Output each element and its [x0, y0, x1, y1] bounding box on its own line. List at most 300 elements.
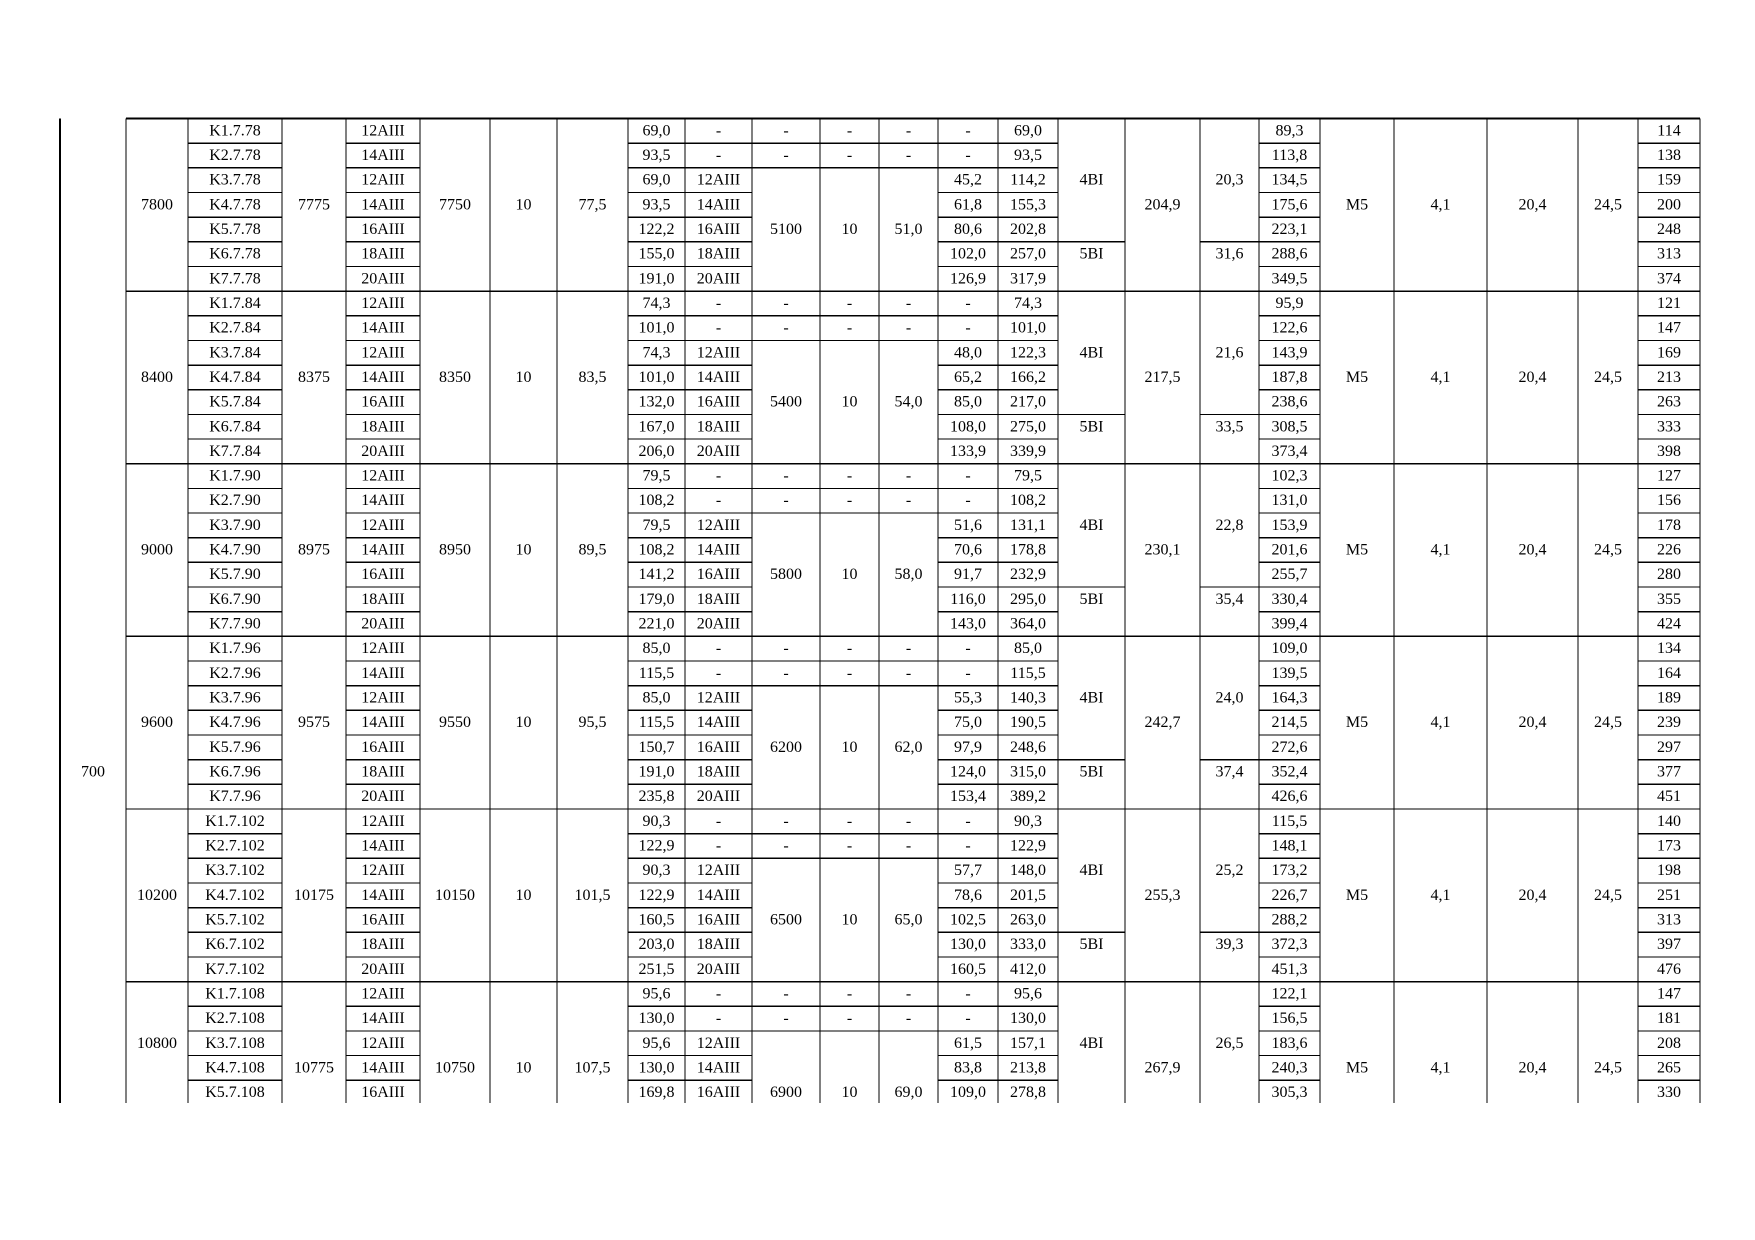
- mass-total-cell: 131,1: [1010, 516, 1046, 534]
- last-cell: 208: [1657, 1034, 1681, 1052]
- steel-2-cell: 12AIII: [696, 862, 741, 880]
- mark-cell: K5.7.78: [209, 220, 261, 238]
- total-cell: 288,6: [1271, 245, 1308, 263]
- dash-cell: -: [783, 492, 789, 510]
- steel-1-cell: 14AIII: [361, 1010, 405, 1028]
- steel-1-cell: 16AIII: [361, 393, 405, 411]
- last-cell: 313: [1657, 911, 1681, 929]
- total-cell: 102,3: [1271, 467, 1308, 485]
- r1-cell: 21,6: [1215, 344, 1244, 362]
- steel-1-cell: 12AIII: [361, 122, 405, 140]
- dash-cell: -: [783, 319, 789, 337]
- steel-2-cell: 18AIII: [696, 763, 741, 781]
- count-2-cell: 10: [841, 738, 858, 756]
- mass-2-cell: 80,6: [954, 220, 982, 238]
- length-2-cell: 7750: [439, 196, 471, 214]
- count-2-cell: 10: [841, 911, 858, 929]
- length-1-cell: 8375: [298, 368, 330, 386]
- total-cell: 272,6: [1271, 738, 1308, 756]
- grade-cell: M5: [1345, 886, 1369, 904]
- steel-2-cell: -: [715, 812, 722, 830]
- r1-cell: 26,5: [1215, 1034, 1244, 1052]
- value-1-cell: 89,5: [578, 541, 607, 559]
- dash-cell: -: [905, 492, 912, 510]
- mass-1-cell: 108,2: [638, 492, 675, 510]
- count-cell: 10: [515, 368, 532, 386]
- steel-2-cell: 20AIII: [696, 788, 741, 806]
- diameter-cell: 700: [81, 763, 105, 781]
- value-2-cell: 54,0: [894, 393, 923, 411]
- last-cell: 374: [1657, 270, 1681, 288]
- mass-total-cell: 79,5: [1014, 467, 1042, 485]
- steel-1-cell: 20AIII: [361, 442, 405, 460]
- mass-total-cell: 275,0: [1010, 418, 1046, 436]
- steel-1-cell: 18AIII: [361, 763, 405, 781]
- dash-cell: -: [783, 812, 789, 830]
- steel-1-cell: 14AIII: [361, 541, 405, 559]
- mass-total-cell: 122,9: [1010, 837, 1046, 855]
- steel-1-cell: 12AIII: [361, 516, 405, 534]
- count-2-cell: 10: [841, 566, 858, 584]
- mass-total-cell: 148,0: [1010, 862, 1046, 880]
- steel-2-cell: -: [715, 985, 722, 1003]
- mass-1-cell: 74,3: [642, 344, 671, 362]
- length-3-cell: 6200: [770, 738, 802, 756]
- mass-1-cell: 108,2: [638, 541, 675, 559]
- mass-total-cell: 217,0: [1010, 393, 1046, 411]
- mass-total-cell: 166,2: [1010, 368, 1046, 386]
- last-cell: 164: [1657, 664, 1681, 682]
- count-2-cell: 10: [841, 220, 858, 238]
- last-cell: 159: [1657, 171, 1681, 189]
- steel-2-cell: -: [715, 837, 722, 855]
- mass-1-cell: 101,0: [638, 368, 675, 386]
- mass-2-cell: 61,8: [954, 196, 982, 214]
- dash-cell: -: [905, 985, 912, 1003]
- mark-cell: K2.7.90: [209, 492, 261, 510]
- mass-total-cell: 333,0: [1010, 936, 1046, 954]
- bar-class-cell: 5BI: [1079, 763, 1104, 781]
- mass-1-cell: 167,0: [638, 418, 675, 436]
- length-1-cell: 10775: [294, 1059, 334, 1077]
- bar-class-cell: 5BI: [1079, 245, 1104, 263]
- dash-cell: -: [846, 294, 853, 312]
- mass-2-cell: -: [965, 492, 971, 510]
- dash-cell: -: [905, 294, 912, 312]
- steel-2-cell: 16AIII: [696, 1084, 741, 1102]
- mark-cell: K3.7.84: [209, 344, 261, 362]
- mass-1-cell: 122,2: [638, 220, 675, 238]
- last-cell: 397: [1657, 936, 1681, 954]
- mass-2-cell: 130,0: [950, 936, 986, 954]
- length-3-cell: 6500: [770, 911, 802, 929]
- steel-1-cell: 14AIII: [361, 1059, 405, 1077]
- steel-2-cell: 12AIII: [696, 689, 741, 707]
- b-value-cell: 242,7: [1144, 714, 1181, 732]
- mass-2-cell: 45,2: [954, 171, 982, 189]
- steel-1-cell: 14AIII: [361, 664, 405, 682]
- steel-1-cell: 12AIII: [361, 467, 405, 485]
- mark-cell: K6.7.102: [205, 936, 265, 954]
- dash-cell: -: [846, 122, 853, 140]
- total-cell: 148,1: [1271, 837, 1308, 855]
- mass-1-cell: 132,0: [638, 393, 675, 411]
- steel-1-cell: 18AIII: [361, 245, 405, 263]
- steel-1-cell: 14AIII: [361, 714, 405, 732]
- dash-cell: -: [783, 146, 789, 164]
- total-cell: 372,3: [1271, 936, 1308, 954]
- c3-cell: 24,5: [1594, 368, 1622, 386]
- mark-cell: K1.7.84: [209, 294, 261, 312]
- mark-cell: K7.7.96: [209, 788, 261, 806]
- total-cell: 95,9: [1275, 294, 1304, 312]
- mark-cell: K6.7.96: [209, 763, 261, 781]
- length-3-cell: 5100: [770, 220, 802, 238]
- dash-cell: -: [783, 294, 789, 312]
- length-1-cell: 10175: [294, 886, 334, 904]
- value-2-cell: 51,0: [894, 220, 923, 238]
- total-cell: 143,9: [1271, 344, 1308, 362]
- mass-total-cell: 108,2: [1010, 492, 1046, 510]
- bar-class-cell: 4BI: [1079, 516, 1104, 534]
- mass-total-cell: 232,9: [1010, 566, 1046, 584]
- mass-total-cell: 364,0: [1010, 615, 1046, 633]
- length-cell: 10200: [137, 886, 177, 904]
- mark-cell: K5.7.102: [205, 911, 265, 929]
- mass-1-cell: 130,0: [638, 1059, 675, 1077]
- total-cell: 183,6: [1271, 1034, 1308, 1052]
- total-cell: 156,5: [1271, 1010, 1308, 1028]
- b-value-cell: 267,9: [1144, 1059, 1181, 1077]
- mass-2-cell: 91,7: [954, 566, 982, 584]
- steel-2-cell: 20AIII: [696, 270, 741, 288]
- dash-cell: -: [905, 1010, 912, 1028]
- mass-2-cell: 109,0: [950, 1084, 986, 1102]
- mass-2-cell: 126,9: [950, 270, 986, 288]
- mass-total-cell: 130,0: [1010, 1010, 1046, 1028]
- total-cell: 153,9: [1271, 516, 1308, 534]
- total-cell: 373,4: [1271, 442, 1308, 460]
- steel-2-cell: -: [715, 319, 722, 337]
- c2-cell: 20,4: [1518, 1059, 1547, 1077]
- mark-cell: K5.7.90: [209, 566, 261, 584]
- steel-1-cell: 12AIII: [361, 640, 405, 658]
- last-cell: 147: [1657, 319, 1681, 337]
- last-cell: 140: [1657, 812, 1681, 830]
- steel-1-cell: 20AIII: [361, 615, 405, 633]
- r1-cell: 33,5: [1215, 418, 1244, 436]
- mark-cell: K7.7.90: [209, 615, 261, 633]
- mass-1-cell: 179,0: [638, 590, 675, 608]
- steel-1-cell: 18AIII: [361, 418, 405, 436]
- last-cell: 226: [1657, 541, 1681, 559]
- total-cell: 288,2: [1271, 911, 1308, 929]
- mass-1-cell: 90,3: [642, 812, 671, 830]
- steel-1-cell: 14AIII: [361, 146, 405, 164]
- steel-2-cell: 20AIII: [696, 615, 741, 633]
- last-cell: 333: [1657, 418, 1681, 436]
- last-cell: 248: [1657, 220, 1681, 238]
- mark-cell: K7.7.78: [209, 270, 261, 288]
- last-cell: 181: [1657, 1010, 1681, 1028]
- mark-cell: K1.7.102: [205, 812, 265, 830]
- steel-2-cell: -: [715, 492, 722, 510]
- mass-1-cell: 206,0: [638, 442, 675, 460]
- value-2-cell: 69,0: [894, 1084, 923, 1102]
- bar-class-cell: 4BI: [1079, 344, 1104, 362]
- value-2-cell: 62,0: [894, 738, 923, 756]
- mass-2-cell: -: [965, 1010, 971, 1028]
- steel-1-cell: 16AIII: [361, 566, 405, 584]
- mass-2-cell: -: [965, 122, 971, 140]
- mass-1-cell: 160,5: [638, 911, 675, 929]
- mass-total-cell: 101,0: [1010, 319, 1046, 337]
- last-cell: 313: [1657, 245, 1681, 263]
- steel-2-cell: 12AIII: [696, 344, 741, 362]
- mark-cell: K3.7.96: [209, 689, 261, 707]
- count-2-cell: 10: [841, 1084, 858, 1102]
- bar-class-cell: 4BI: [1079, 862, 1104, 880]
- total-cell: 240,3: [1271, 1059, 1308, 1077]
- dash-cell: -: [846, 812, 853, 830]
- mass-2-cell: 143,0: [950, 615, 986, 633]
- mass-1-cell: 122,9: [638, 837, 675, 855]
- total-cell: 349,5: [1271, 270, 1308, 288]
- mass-total-cell: 295,0: [1010, 590, 1046, 608]
- total-cell: 139,5: [1271, 664, 1308, 682]
- steel-2-cell: 16AIII: [696, 220, 741, 238]
- count-cell: 10: [515, 714, 532, 732]
- grade-cell: M5: [1345, 368, 1369, 386]
- dash-cell: -: [846, 985, 853, 1003]
- c1-cell: 4,1: [1430, 368, 1451, 386]
- total-cell: 187,8: [1271, 368, 1308, 386]
- mark-cell: K1.7.78: [209, 122, 261, 140]
- steel-1-cell: 12AIII: [361, 985, 405, 1003]
- mass-2-cell: 102,5: [950, 911, 986, 929]
- last-cell: 280: [1657, 566, 1681, 584]
- value-1-cell: 95,5: [578, 714, 607, 732]
- total-cell: 238,6: [1271, 393, 1308, 411]
- total-cell: 173,2: [1271, 862, 1308, 880]
- c1-cell: 4,1: [1430, 196, 1451, 214]
- c1-cell: 4,1: [1430, 886, 1451, 904]
- total-cell: 122,1: [1271, 985, 1308, 1003]
- dash-cell: -: [783, 1010, 789, 1028]
- bar-class-cell: 4BI: [1079, 689, 1104, 707]
- steel-2-cell: 12AIII: [696, 171, 741, 189]
- dash-cell: -: [783, 640, 789, 658]
- mass-2-cell: -: [965, 467, 971, 485]
- c3-cell: 24,5: [1594, 886, 1622, 904]
- steel-2-cell: 14AIII: [696, 714, 741, 732]
- mass-2-cell: 108,0: [950, 418, 986, 436]
- last-cell: 377: [1657, 763, 1681, 781]
- mass-1-cell: 141,2: [638, 566, 675, 584]
- total-cell: 201,6: [1271, 541, 1308, 559]
- total-cell: 226,7: [1271, 886, 1308, 904]
- mass-1-cell: 95,6: [642, 985, 671, 1003]
- total-cell: 175,6: [1271, 196, 1308, 214]
- r1-cell: 24,0: [1215, 689, 1244, 707]
- steel-2-cell: 12AIII: [696, 516, 741, 534]
- mark-cell: K2.7.108: [205, 1010, 265, 1028]
- steel-2-cell: 20AIII: [696, 442, 741, 460]
- last-cell: 355: [1657, 590, 1681, 608]
- mass-1-cell: 251,5: [638, 960, 675, 978]
- b-value-cell: 255,3: [1144, 886, 1181, 904]
- mass-total-cell: 190,5: [1010, 714, 1046, 732]
- steel-1-cell: 12AIII: [361, 1034, 405, 1052]
- mass-2-cell: 78,6: [954, 886, 982, 904]
- total-cell: 255,7: [1271, 566, 1308, 584]
- last-cell: 476: [1657, 960, 1681, 978]
- grade-cell: M5: [1345, 1059, 1369, 1077]
- count-2-cell: 10: [841, 393, 858, 411]
- mass-2-cell: 57,7: [954, 862, 982, 880]
- total-cell: 113,8: [1271, 146, 1308, 164]
- last-cell: 134: [1657, 640, 1681, 658]
- dash-cell: -: [783, 664, 789, 682]
- mass-1-cell: 122,9: [638, 886, 675, 904]
- mass-2-cell: 65,2: [954, 368, 982, 386]
- steel-2-cell: 16AIII: [696, 566, 741, 584]
- c2-cell: 20,4: [1518, 368, 1547, 386]
- last-cell: 127: [1657, 467, 1681, 485]
- mass-total-cell: 178,8: [1010, 541, 1046, 559]
- mark-cell: K4.7.78: [209, 196, 261, 214]
- last-cell: 200: [1657, 196, 1681, 214]
- mark-cell: K7.7.84: [209, 442, 261, 460]
- mark-cell: K2.7.78: [209, 146, 261, 164]
- steel-1-cell: 20AIII: [361, 270, 405, 288]
- value-1-cell: 83,5: [578, 368, 607, 386]
- dash-cell: -: [783, 467, 789, 485]
- mass-2-cell: -: [965, 837, 971, 855]
- c2-cell: 20,4: [1518, 541, 1547, 559]
- steel-1-cell: 12AIII: [361, 344, 405, 362]
- c3-cell: 24,5: [1594, 196, 1622, 214]
- c1-cell: 4,1: [1430, 541, 1451, 559]
- mass-total-cell: 389,2: [1010, 788, 1046, 806]
- r1-cell: 37,4: [1215, 763, 1244, 781]
- total-cell: 214,5: [1271, 714, 1308, 732]
- mass-1-cell: 74,3: [642, 294, 671, 312]
- mass-total-cell: 339,9: [1010, 442, 1046, 460]
- mass-2-cell: 160,5: [950, 960, 986, 978]
- mass-2-cell: 55,3: [954, 689, 982, 707]
- steel-1-cell: 20AIII: [361, 960, 405, 978]
- dash-cell: -: [905, 640, 912, 658]
- length-cell: 7800: [141, 196, 173, 214]
- steel-2-cell: -: [715, 294, 722, 312]
- steel-2-cell: 14AIII: [696, 368, 741, 386]
- dash-cell: -: [846, 492, 853, 510]
- mass-2-cell: 75,0: [954, 714, 982, 732]
- count-cell: 10: [515, 541, 532, 559]
- dash-cell: -: [783, 985, 789, 1003]
- length-2-cell: 9550: [439, 714, 471, 732]
- mark-cell: K6.7.90: [209, 590, 261, 608]
- steel-2-cell: -: [715, 122, 722, 140]
- mark-cell: K6.7.84: [209, 418, 261, 436]
- last-cell: 114: [1657, 122, 1681, 140]
- mass-total-cell: 257,0: [1010, 245, 1046, 263]
- mass-1-cell: 203,0: [638, 936, 675, 954]
- mass-total-cell: 278,8: [1010, 1084, 1046, 1102]
- mark-cell: K3.7.90: [209, 516, 261, 534]
- total-cell: 131,0: [1271, 492, 1308, 510]
- steel-2-cell: 18AIII: [696, 936, 741, 954]
- mark-cell: K4.7.96: [209, 714, 261, 732]
- total-cell: 122,6: [1271, 319, 1308, 337]
- steel-2-cell: 14AIII: [696, 1059, 741, 1077]
- steel-1-cell: 12AIII: [361, 689, 405, 707]
- steel-1-cell: 14AIII: [361, 886, 405, 904]
- mass-total-cell: 202,8: [1010, 220, 1046, 238]
- mark-cell: K1.7.96: [209, 640, 261, 658]
- b-value-cell: 217,5: [1144, 368, 1181, 386]
- mass-total-cell: 90,3: [1014, 812, 1042, 830]
- value-1-cell: 77,5: [578, 196, 607, 214]
- mass-2-cell: 97,9: [954, 738, 982, 756]
- mark-cell: K5.7.96: [209, 738, 261, 756]
- last-cell: 138: [1657, 146, 1681, 164]
- mass-total-cell: 140,3: [1010, 689, 1046, 707]
- mark-cell: K4.7.90: [209, 541, 261, 559]
- length-cell: 8400: [141, 368, 173, 386]
- mark-cell: K6.7.78: [209, 245, 261, 263]
- steel-1-cell: 12AIII: [361, 294, 405, 312]
- mass-total-cell: 74,3: [1014, 294, 1042, 312]
- last-cell: 398: [1657, 442, 1681, 460]
- c3-cell: 24,5: [1594, 714, 1622, 732]
- mass-total-cell: 263,0: [1010, 911, 1046, 929]
- mass-2-cell: -: [965, 294, 971, 312]
- length-1-cell: 8975: [298, 541, 330, 559]
- mark-cell: K7.7.102: [205, 960, 265, 978]
- steel-2-cell: -: [715, 640, 722, 658]
- steel-1-cell: 18AIII: [361, 590, 405, 608]
- mass-total-cell: 122,3: [1010, 344, 1046, 362]
- mass-1-cell: 93,5: [642, 196, 671, 214]
- mark-cell: K1.7.90: [209, 467, 261, 485]
- length-1-cell: 7775: [298, 196, 330, 214]
- steel-2-cell: 16AIII: [696, 738, 741, 756]
- r1-cell: 35,4: [1215, 590, 1244, 608]
- mass-1-cell: 221,0: [638, 615, 675, 633]
- steel-1-cell: 14AIII: [361, 837, 405, 855]
- dash-cell: -: [846, 146, 853, 164]
- mark-cell: K2.7.84: [209, 319, 261, 337]
- mass-2-cell: 70,6: [954, 541, 982, 559]
- total-cell: 115,5: [1271, 812, 1308, 830]
- mass-2-cell: 102,0: [950, 245, 986, 263]
- mass-2-cell: -: [965, 146, 971, 164]
- total-cell: 451,3: [1271, 960, 1308, 978]
- r1-cell: 25,2: [1215, 862, 1244, 880]
- mass-2-cell: 124,0: [950, 763, 986, 781]
- length-1-cell: 9575: [298, 714, 330, 732]
- mass-total-cell: 412,0: [1010, 960, 1046, 978]
- mark-cell: K3.7.78: [209, 171, 261, 189]
- steel-2-cell: 12AIII: [696, 1034, 741, 1052]
- b-value-cell: 204,9: [1144, 196, 1181, 214]
- length-3-cell: 5400: [770, 393, 802, 411]
- length-2-cell: 10750: [435, 1059, 475, 1077]
- total-cell: 305,3: [1271, 1084, 1308, 1102]
- dash-cell: -: [846, 1010, 853, 1028]
